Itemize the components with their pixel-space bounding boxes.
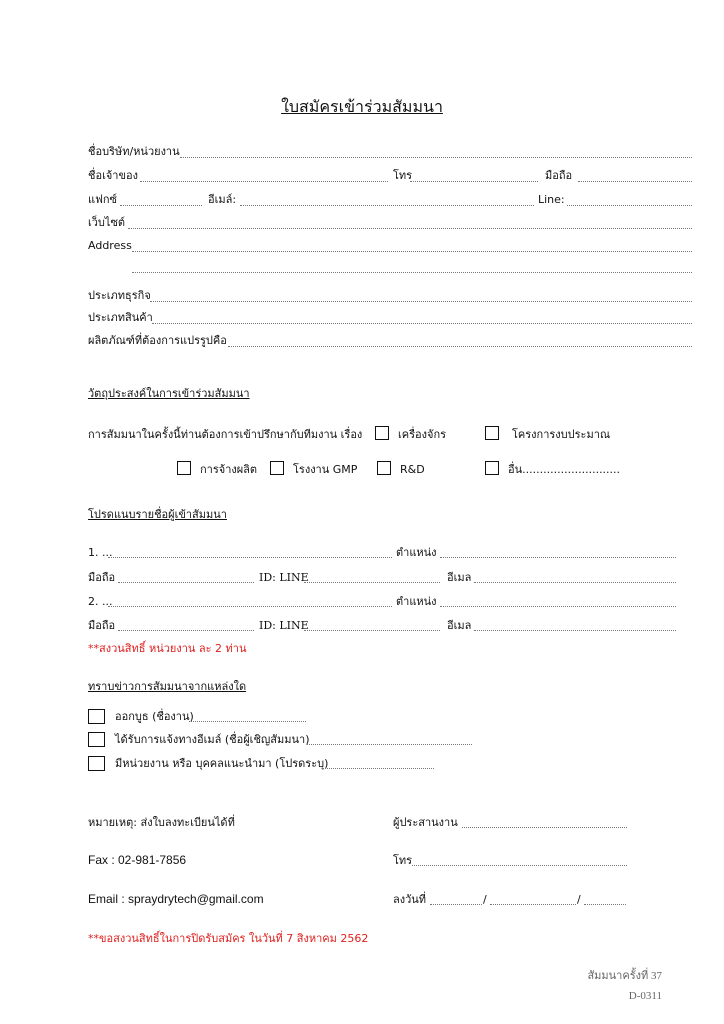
attendee-2-mobile-field[interactable] bbox=[118, 630, 254, 631]
phone-field[interactable] bbox=[410, 181, 538, 182]
document-code: D-0311 bbox=[628, 990, 662, 1002]
attendee-1-mobile-label: มือถือ bbox=[88, 571, 116, 584]
source-option-email: ได้รับการแจ้งทางอีเมล์ (ชื่อผู้เชิญสัมมนา) bbox=[115, 733, 310, 746]
source-email-field[interactable] bbox=[307, 744, 472, 745]
attendee-1-line-label: ID: LINE bbox=[259, 571, 309, 584]
option-budget-project: โครงการงบประมาณ bbox=[512, 428, 611, 441]
checkbox-referral[interactable] bbox=[88, 756, 105, 771]
date-month-field[interactable] bbox=[490, 904, 576, 905]
date-separator-2: / bbox=[577, 893, 581, 906]
attendee-2-mobile-label: มือถือ bbox=[88, 619, 116, 632]
date-label: ลงวันที่ bbox=[393, 893, 427, 906]
attendee-1-position-field[interactable] bbox=[440, 557, 676, 558]
checkbox-budget-project[interactable] bbox=[485, 426, 499, 440]
option-other-label: อื่น bbox=[508, 463, 523, 476]
checkbox-booth[interactable] bbox=[88, 709, 105, 724]
business-type-field[interactable] bbox=[150, 301, 692, 302]
date-day-field[interactable] bbox=[430, 904, 482, 905]
address-label: Address bbox=[88, 239, 132, 252]
option-machinery: เครื่องจักร bbox=[398, 428, 447, 441]
processing-label: ผลิตภัณฑ์ที่ต้องการแปรรูปคือ bbox=[88, 334, 227, 347]
address-field[interactable] bbox=[132, 251, 692, 252]
address-field-line2[interactable] bbox=[132, 272, 692, 273]
coordinator-phone-field[interactable] bbox=[412, 865, 627, 866]
objective-question: การสัมมนาในครั้งนี้ท่านต้องการเข้าปรึกษากับทีมงาน เรื่อง bbox=[88, 428, 363, 441]
checkbox-other[interactable] bbox=[485, 461, 499, 475]
attendee-1-line-field[interactable] bbox=[304, 582, 440, 583]
attendee-2-number: 2. ... bbox=[88, 595, 113, 608]
website-field[interactable] bbox=[128, 228, 692, 229]
checkbox-rnd[interactable] bbox=[377, 461, 391, 475]
attendee-1-position-label: ตำแหน่ง bbox=[396, 546, 437, 559]
checkbox-contract-manufacturing[interactable] bbox=[177, 461, 191, 475]
owner-label: ชื่อเจ้าของ bbox=[88, 169, 138, 182]
coordinator-phone-label: โทร bbox=[393, 854, 413, 867]
attendee-2-email-field[interactable] bbox=[474, 630, 676, 631]
line-label: Line: bbox=[538, 193, 565, 206]
phone-label: โทร bbox=[393, 169, 413, 182]
processing-field[interactable] bbox=[228, 346, 692, 347]
remark-label: หมายเหตุ: ส่งใบลงทะเบียนได้ที่ bbox=[88, 816, 235, 829]
website-label: เว็บไซต์ bbox=[88, 216, 126, 229]
product-type-field[interactable] bbox=[152, 323, 692, 324]
attendee-2-position-label: ตำแหน่ง bbox=[396, 595, 437, 608]
company-label: ชื่อบริษัท/หน่วยงาน bbox=[88, 145, 180, 158]
email-label: อีเมล์: bbox=[208, 193, 237, 206]
closing-note: **ขอสงวนสิทธิ์ในการปิดรับสมัคร ในวันที่ 7 สิงหาคม 2562 bbox=[88, 932, 369, 945]
option-gmp-factory: โรงงาน GMP bbox=[293, 463, 358, 476]
attendee-1-number: 1. ... bbox=[88, 546, 113, 559]
source-option-booth: ออกบูธ (ชื่องาน) bbox=[115, 710, 194, 723]
source-heading: ทราบข่าวการสัมมนาจากแหล่งใด bbox=[88, 680, 247, 693]
business-type-label: ประเภทธุรกิจ bbox=[88, 289, 151, 302]
option-other bbox=[508, 463, 620, 477]
source-option-referral: มีหน่วยงาน หรือ บุคคลแนะนำมา (โปรดระบุ) bbox=[115, 757, 329, 770]
fax-field[interactable] bbox=[120, 205, 202, 206]
coordinator-field[interactable] bbox=[462, 827, 627, 828]
attendee-1-email-label: อีเมล bbox=[447, 571, 472, 584]
attendees-heading: โปรดแนบรายชื่อผู้เข้าสัมมนา bbox=[88, 508, 227, 521]
option-contract-manufacturing: การจ้างผลิต bbox=[200, 463, 258, 476]
objective-heading: วัตถุประสงค์ในการเข้าร่วมสัมมนา bbox=[88, 387, 250, 400]
attendee-2-line-label: ID: LINE bbox=[259, 619, 309, 632]
option-rnd: R&D bbox=[400, 463, 425, 476]
option-other-dots[interactable]: ............................ bbox=[522, 463, 621, 476]
contact-email: Email : spraydrytech@gmail.com bbox=[88, 892, 264, 906]
company-field[interactable] bbox=[180, 157, 692, 158]
line-field[interactable] bbox=[567, 205, 692, 206]
checkbox-gmp-factory[interactable] bbox=[270, 461, 284, 475]
attendee-2-name-field[interactable] bbox=[108, 606, 392, 607]
mobile-field[interactable] bbox=[578, 181, 692, 182]
attendee-1-email-field[interactable] bbox=[474, 582, 676, 583]
fax-label: แฟกซ์ bbox=[88, 193, 118, 206]
attendee-2-line-field[interactable] bbox=[304, 630, 440, 631]
page-title: ใบสมัครเข้าร่วมสัมมนา bbox=[281, 97, 443, 116]
coordinator-label: ผู้ประสานงาน bbox=[393, 816, 458, 829]
source-referral-field[interactable] bbox=[322, 768, 434, 769]
contact-fax: Fax : 02-981-7856 bbox=[88, 853, 187, 867]
checkbox-machinery[interactable] bbox=[375, 426, 389, 440]
product-type-label: ประเภทสินค้า bbox=[88, 311, 153, 324]
attendee-2-position-field[interactable] bbox=[440, 606, 676, 607]
checkbox-email-invite[interactable] bbox=[88, 732, 105, 747]
date-year-field[interactable] bbox=[584, 904, 626, 905]
attendee-limit-note: **สงวนสิทธิ์ หน่วยงาน ละ 2 ท่าน bbox=[88, 642, 247, 655]
attendee-2-email-label: อีเมล bbox=[447, 619, 472, 632]
date-separator-1: / bbox=[483, 893, 487, 906]
source-booth-field[interactable] bbox=[189, 721, 306, 722]
owner-field[interactable] bbox=[140, 181, 388, 182]
mobile-label: มือถือ bbox=[545, 169, 573, 182]
email-field[interactable] bbox=[240, 205, 534, 206]
seminar-number: สัมมนาครั้งที่ 37 bbox=[587, 970, 662, 982]
attendee-1-name-field[interactable] bbox=[108, 557, 392, 558]
attendee-1-mobile-field[interactable] bbox=[118, 582, 254, 583]
